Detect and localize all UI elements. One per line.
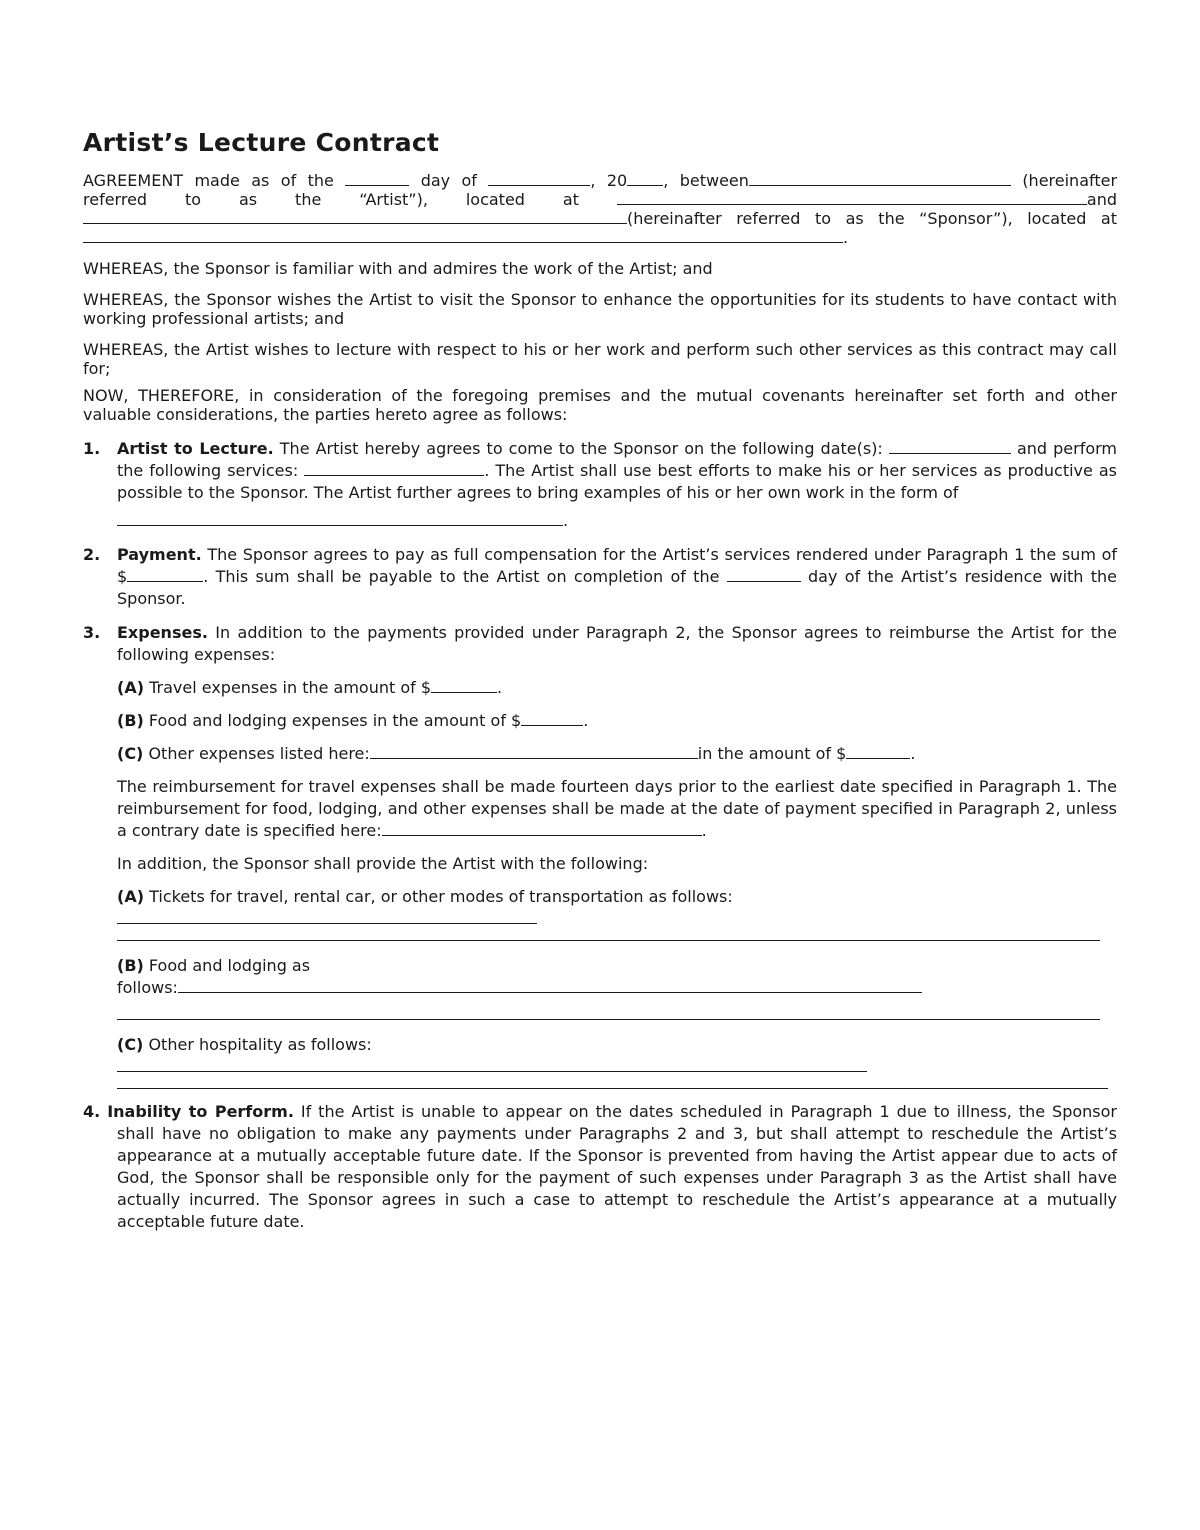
expense-item-other bbox=[83, 743, 1117, 765]
item-text: . bbox=[583, 711, 589, 730]
item-text: Food and lodging as bbox=[143, 956, 311, 975]
food-lodging-blank[interactable] bbox=[178, 978, 922, 993]
year-blank[interactable] bbox=[627, 171, 663, 186]
reimbursement-paragraph bbox=[83, 776, 1117, 842]
item-text: follows: bbox=[117, 978, 178, 997]
section-text: . This sum shall be payable to the Artist on completion of the bbox=[203, 567, 727, 586]
item-text: Travel expenses in the amount of $ bbox=[144, 678, 432, 697]
item-text: in the amount of $ bbox=[697, 744, 847, 763]
month-blank[interactable] bbox=[488, 171, 590, 186]
provision-food-lodging-line bbox=[83, 977, 1117, 999]
travel-amount-blank[interactable] bbox=[431, 678, 497, 693]
item-text: Other hospitality as follows: bbox=[143, 1035, 372, 1054]
section-text: In addition to the payments provided under Paragraph 2, the Sponsor agrees to reimburse the Artist for the following expenses: bbox=[117, 623, 1117, 664]
item-text: The reimbursement for travel expenses shall be made fourteen days prior to the earliest date specified in Paragraph 1. The reimbursement for food, lodging, and other expenses shall be made at the date of payment specified in Paragraph 2, unless a contrary date is specified here: bbox=[117, 777, 1117, 840]
sponsor-name-blank[interactable] bbox=[83, 209, 627, 224]
contrary-date-blank[interactable] bbox=[382, 821, 702, 836]
provision-other-hospitality bbox=[83, 1034, 1117, 1056]
payment-sum-blank[interactable] bbox=[127, 567, 203, 582]
section-text: The Artist hereby agrees to come to the Sponsor on the following date(s): bbox=[273, 439, 889, 458]
section-inability-to-perform bbox=[83, 1101, 1117, 1233]
item-label: (A) bbox=[117, 678, 145, 697]
provision-tickets bbox=[83, 886, 1117, 908]
provision-food-lodging bbox=[83, 955, 1117, 977]
section-text: and perform the following services: bbox=[117, 439, 1118, 480]
section-text: If the Artist is unable to appear on the dates scheduled in Paragraph 1 due to illness, the Sponsor shall have no obligation to make any payments under Paragraphs 2 and 3, but shall attempt to reschedule the Artist’s appearance at a mutually acceptable future date. If the Sponsor is prevented from having the Artist appear due to acts of God, the Sponsor shall be responsible only for the payment of such expenses under Paragraph 3 as the Artist shall have actually incurred. The Sponsor agrees in such a case to attempt to reschedule the Artist’s appearance at a mutually acceptable future date. bbox=[117, 1102, 1117, 1231]
whereas-paragraph: WHEREAS, the Sponsor is familiar with and admires the work of the Artist; and bbox=[83, 259, 713, 278]
intro-text: day of bbox=[420, 171, 477, 190]
item-label: (B) bbox=[117, 711, 144, 730]
food-lodging-amount-blank[interactable] bbox=[521, 711, 583, 726]
section-artist-to-lecture bbox=[83, 438, 1117, 532]
item-label: (C) bbox=[117, 1035, 144, 1054]
artist-address-blank[interactable] bbox=[617, 190, 1087, 205]
item-text: Other expenses listed here: bbox=[143, 744, 370, 763]
item-text: . bbox=[497, 678, 503, 697]
section-payment bbox=[83, 544, 1117, 610]
now-therefore-paragraph: NOW, THEREFORE, in consideration of the foregoing premises and the mutual covenants hereinafter set forth and other valuable considerations, the parties hereto agree as follows: bbox=[83, 386, 1117, 424]
section-heading: Inability to Perform. bbox=[107, 1102, 294, 1121]
agreement-intro bbox=[83, 171, 1117, 247]
work-examples-blank[interactable] bbox=[117, 511, 563, 526]
section-number: 2. bbox=[83, 545, 101, 564]
section-text: . The Artist shall use best efforts to make his or her services as productive as possible to the Sponsor. The Artist further agrees to bring examples of his or her own work in the form of bbox=[117, 461, 1118, 502]
intro-text: AGREEMENT made as of the bbox=[83, 171, 334, 190]
contract-page bbox=[83, 128, 1117, 1233]
item-label: (B) bbox=[117, 956, 144, 975]
other-amount-blank[interactable] bbox=[846, 744, 910, 759]
section-text: . bbox=[563, 511, 569, 530]
expense-item-food-lodging bbox=[83, 710, 1117, 732]
addition-paragraph: In addition, the Sponsor shall provide the Artist with the following: bbox=[117, 854, 649, 873]
residence-day-blank[interactable] bbox=[727, 567, 801, 582]
sponsor-address-blank[interactable] bbox=[83, 228, 843, 243]
services-blank[interactable] bbox=[304, 461, 484, 476]
intro-text: , between bbox=[663, 171, 749, 190]
whereas-paragraph: WHEREAS, the Sponsor wishes the Artist to visit the Sponsor to enhance the opportunities for its students to have contact with working professional artists; and bbox=[83, 290, 1117, 328]
section-heading: Payment. bbox=[117, 545, 202, 564]
intro-text: (hereinafter bbox=[1022, 171, 1118, 190]
item-text: . bbox=[701, 821, 707, 840]
expense-item-travel bbox=[83, 677, 1117, 699]
day-blank[interactable] bbox=[345, 171, 409, 186]
section-heading: Artist to Lecture. bbox=[117, 439, 274, 458]
intro-text: (hereinafter referred to as the “Sponsor”), located at bbox=[627, 209, 1117, 228]
intro-text: referred to as the “Artist”), located at bbox=[83, 190, 579, 209]
section-number: 1. bbox=[83, 439, 101, 458]
artist-name-blank[interactable] bbox=[749, 171, 1011, 186]
section-number: 3. bbox=[83, 623, 101, 642]
page-title: Artist’s Lecture Contract bbox=[83, 128, 440, 157]
item-label: (A) bbox=[117, 887, 145, 906]
section-heading: Expenses. bbox=[117, 623, 208, 642]
section-text: day of the Artist’s residence with the Sponsor. bbox=[117, 567, 1117, 608]
section-number: 4. bbox=[83, 1102, 101, 1121]
section-text: The Sponsor agrees to pay as full compensation for the Artist’s services rendered under Paragraph 1 the sum of $ bbox=[117, 545, 1117, 586]
item-text: . bbox=[910, 744, 916, 763]
intro-text: . bbox=[843, 228, 849, 247]
hospitality-blank[interactable] bbox=[117, 1057, 867, 1072]
item-text: Food and lodging expenses in the amount of $ bbox=[143, 711, 522, 730]
item-label: (C) bbox=[117, 744, 144, 763]
whereas-paragraph: WHEREAS, the Artist wishes to lecture with respect to his or her work and perform such other services as this contract may call for; bbox=[83, 340, 1117, 378]
lecture-dates-blank[interactable] bbox=[889, 439, 1011, 454]
tickets-blank[interactable] bbox=[117, 909, 537, 924]
item-text: Tickets for travel, rental car, or other modes of transportation as follows: bbox=[144, 887, 733, 906]
other-expenses-blank[interactable] bbox=[370, 744, 698, 759]
intro-text: and bbox=[1086, 190, 1117, 209]
intro-text: , 20 bbox=[590, 171, 628, 190]
section-expenses bbox=[83, 622, 1117, 666]
